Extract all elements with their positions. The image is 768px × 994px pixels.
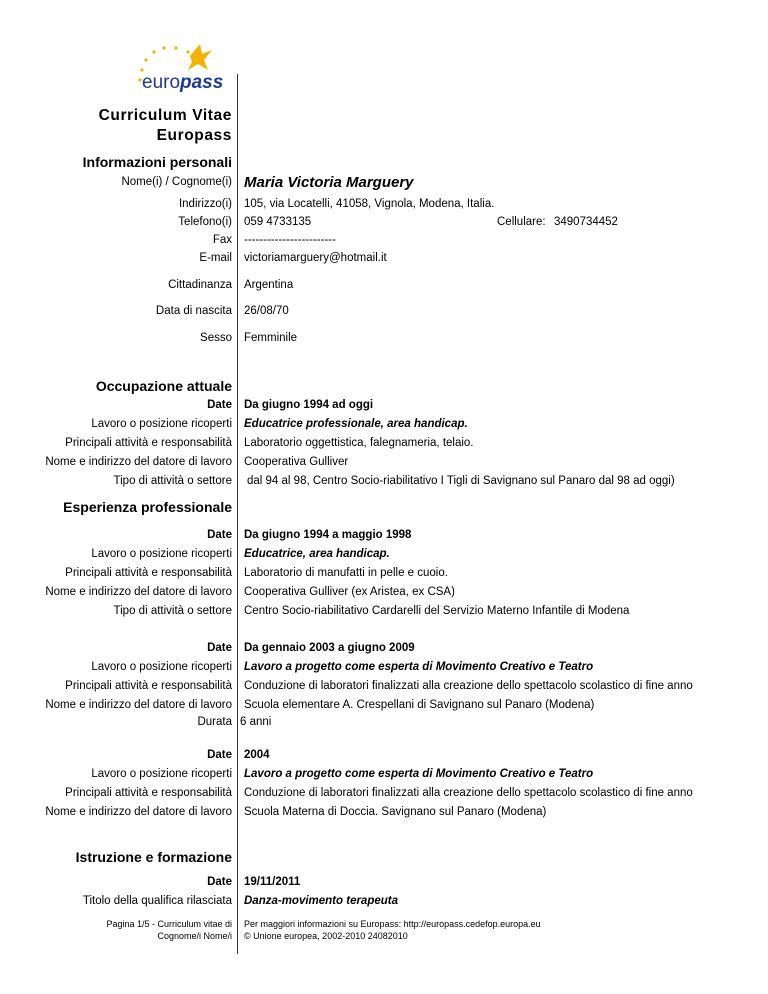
exp1-employer-label: Nome e indirizzo del datore di lavoro	[45, 586, 232, 598]
exp3-activities-label: Principali attività e responsabilità	[65, 787, 232, 799]
current-activities-label: Principali attività e responsabilità	[65, 437, 232, 449]
current-position-value: Educatrice professionale, area handicap.	[244, 418, 468, 430]
edu-qualification-value: Danza-movimento terapeuta	[244, 895, 399, 907]
edu-qualification-label: Titolo della qualifica rilasciata	[82, 895, 232, 907]
exp1-type-value: Centro Socio-riabilitativo Cardarelli del Servizio Materno Infantile di Modena	[244, 605, 630, 617]
exp1-date-label: Date	[207, 529, 232, 541]
exp2-employer-label: Nome e indirizzo del datore di lavoro	[45, 699, 232, 711]
edu-date-label: Date	[207, 876, 232, 888]
citizenship-label: Cittadinanza	[168, 279, 232, 291]
fax-label: Fax	[212, 234, 232, 246]
name-label: Nome(i) / Cognome(i)	[121, 176, 232, 188]
exp2-activities-value: Conduzione di laboratori finalizzati alla creazione dello spettacolo scolastico di fine anno	[244, 680, 693, 692]
europass-logo	[130, 40, 240, 100]
birthdate-label: Data di nascita	[155, 305, 232, 317]
logo-text-euro: euro	[142, 72, 181, 93]
column-divider	[237, 74, 238, 954]
sex-label: Sesso	[200, 332, 232, 344]
current-employer-label: Nome e indirizzo del datore di lavoro	[45, 456, 232, 468]
current-type-label: Tipo di attività o settore	[113, 475, 232, 487]
footer-page-line1: Pagina 1/5 - Curriculum vitae di	[106, 919, 232, 929]
current-date-label: Date	[207, 399, 232, 411]
exp1-position-label: Lavoro o posizione ricoperti	[91, 548, 232, 560]
exp3-position-label: Lavoro o posizione ricoperti	[91, 768, 232, 780]
address-value: 105, via Locatelli, 41058, Vignola, Modena, Italia.	[244, 198, 495, 210]
exp2-duration-label: Durata	[197, 716, 232, 728]
exp3-date-value: 2004	[244, 749, 270, 761]
current-activities-value: Laboratorio oggettistica, falegnameria, telaio.	[244, 437, 474, 449]
exp1-activities-label: Principali attività e responsabilità	[65, 567, 232, 579]
footer-page-info	[106, 918, 232, 942]
cv-title	[99, 106, 232, 146]
section-personal-info: Informazioni personali	[82, 154, 232, 170]
logo-text-pass: pass	[180, 72, 224, 93]
edu-date-value: 19/11/2011	[244, 876, 301, 888]
exp2-employer-value: Scuola elementare A. Crespellani di Savignano sul Panaro (Modena)	[244, 699, 595, 711]
section-experience: Esperienza professionale	[63, 499, 232, 515]
exp2-duration-value: 6 anni	[240, 716, 272, 728]
exp2-position-value: Lavoro a progetto come esperta di Movimento Creativo e Teatro	[244, 661, 594, 673]
exp3-employer-value: Scuola Materna di Doccia. Savignano sul Panaro (Modena)	[244, 806, 547, 818]
cv-title-line2: Europass	[156, 127, 232, 144]
exp1-position-value: Educatrice, area handicap.	[244, 548, 390, 560]
mobile-value: 3490734452	[554, 216, 618, 228]
exp3-activities-value: Conduzione di laboratori finalizzati alla creazione dello spettacolo scolastico di fine anno	[244, 787, 693, 799]
europass-logo-graphic	[130, 40, 240, 100]
section-education: Istruzione e formazione	[75, 849, 232, 865]
footer-info-line2: © Unione europea, 2002-2010 24082010	[244, 931, 408, 941]
current-employer-value: Cooperativa Gulliver	[244, 456, 349, 468]
exp1-type-label: Tipo di attività o settore	[113, 605, 232, 617]
current-position-label: Lavoro o posizione ricoperti	[91, 418, 232, 430]
fax-value: ------------------------	[244, 234, 336, 246]
exp1-employer-value: Cooperativa Gulliver (ex Aristea, ex CSA)	[244, 586, 455, 598]
exp1-activities-value: Laboratorio di manufatti in pelle e cuoio.	[244, 567, 448, 579]
footer-europass-info	[244, 918, 541, 942]
exp3-employer-label: Nome e indirizzo del datore di lavoro	[45, 806, 232, 818]
current-date-value: Da giugno 1994 ad oggi	[244, 399, 374, 411]
footer-info-line1[interactable]: Per maggiori informazioni su Europass: http://europass.cedefop.europa.eu	[244, 919, 541, 929]
sex-value: Femminile	[244, 332, 298, 344]
phone-label: Telefono(i)	[178, 216, 232, 228]
exp1-date-value: Da giugno 1994 a maggio 1998	[244, 529, 412, 541]
person-name: Maria Victoria Marguery	[244, 174, 414, 191]
mobile-label: Cellulare:	[497, 216, 546, 228]
exp2-position-label: Lavoro o posizione ricoperti	[91, 661, 232, 673]
cv-title-line1: Curriculum Vitae	[98, 107, 232, 124]
email-label: E-mail	[199, 252, 232, 264]
address-label: Indirizzo(i)	[178, 198, 232, 210]
citizenship-value: Argentina	[244, 279, 294, 291]
birthdate-value: 26/08/70	[244, 305, 289, 317]
phone-value: 059 4733135	[244, 216, 312, 228]
exp3-position-value: Lavoro a progetto come esperta di Movimento Creativo e Teatro	[244, 768, 594, 780]
current-type-value: dal 94 al 98, Centro Socio-riabilitativo I Tigli di Savignano sul Panaro dal 98 ad oggi)	[247, 475, 675, 487]
section-current-occupation: Occupazione attuale	[95, 378, 232, 394]
exp2-date-value: Da gennaio 2003 a giugno 2009	[244, 642, 415, 654]
footer-page-line2: Cognome/i Nome/i	[157, 931, 232, 941]
email-value[interactable]: victoriamarguery@hotmail.it	[244, 252, 387, 264]
exp2-date-label: Date	[207, 642, 232, 654]
exp3-date-label: Date	[207, 749, 232, 761]
exp2-activities-label: Principali attività e responsabilità	[65, 680, 232, 692]
